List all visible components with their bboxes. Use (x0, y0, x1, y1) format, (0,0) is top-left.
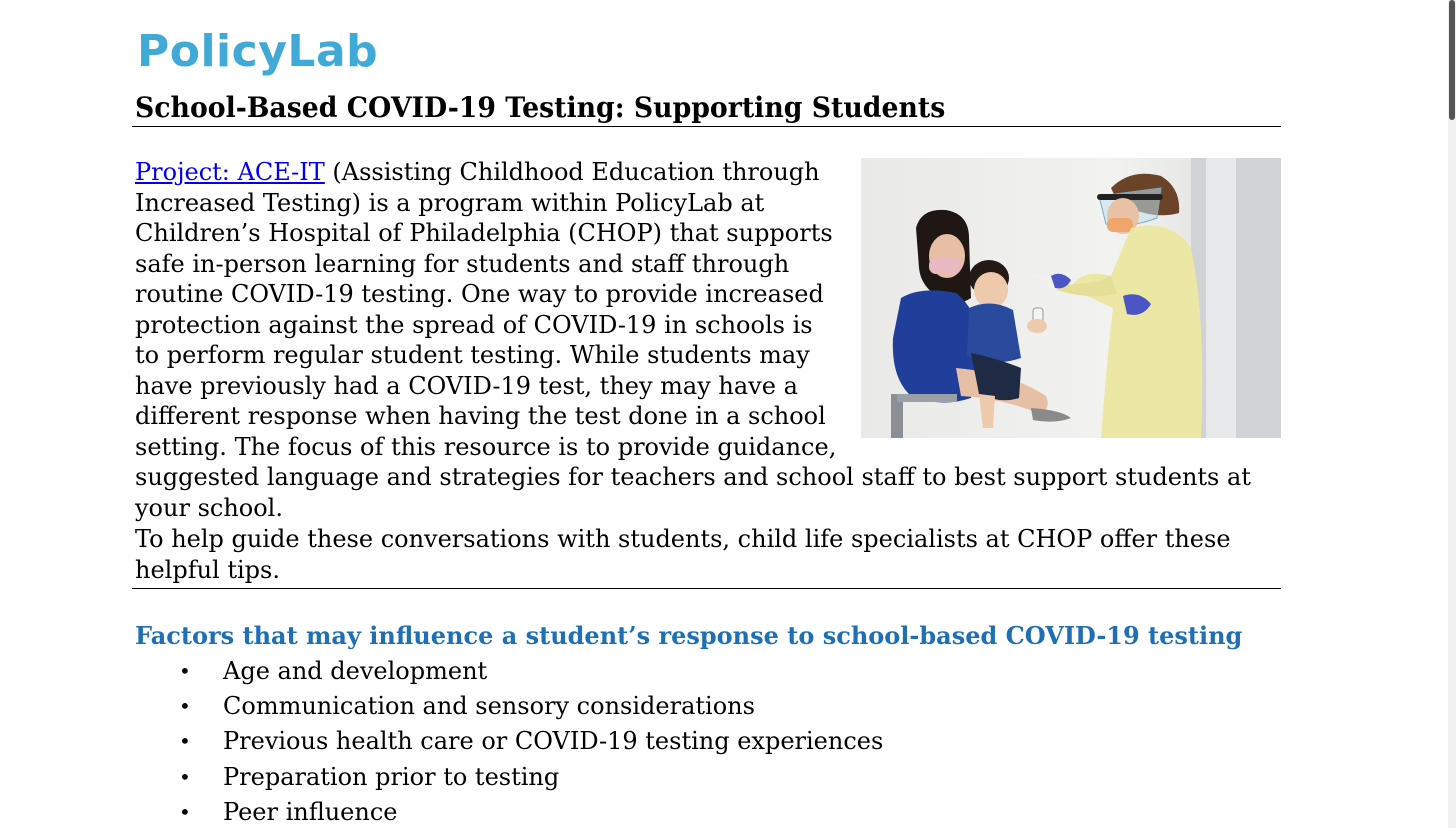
list-item (135, 795, 883, 828)
list-item (135, 724, 883, 759)
testing-photo (861, 158, 1281, 438)
vertical-scrollbar[interactable] (1448, 0, 1456, 828)
bullet-icon: • (179, 799, 191, 824)
page-title: School-Based COVID-19 Testing: Supporting Students (135, 91, 946, 124)
list-item-text: Communication and sensory considerations (223, 692, 755, 721)
bullet-icon: • (179, 659, 191, 683)
list-item-text: Preparation prior to testing (223, 762, 560, 791)
bullet-icon: • (179, 764, 191, 789)
factors-list (135, 654, 883, 828)
list-item (135, 654, 883, 689)
project-ace-it-link[interactable]: Project: ACE-IT (135, 158, 325, 186)
list-item (135, 689, 883, 724)
list-item-text: Age and development (223, 657, 488, 685)
bullet-icon: • (179, 729, 191, 754)
tips-paragraph: To help guide these conversations with students, child life specialists at CHOP offer these helpful tips. (135, 525, 1231, 584)
intro-paragraph (135, 157, 1281, 523)
factors-heading: Factors that may influence a student’s response to school-based COVID-19 testing (135, 621, 1243, 650)
policylab-logo: PolicyLab (137, 26, 379, 77)
list-item-text: Previous health care or COVID-19 testing experiences (223, 727, 884, 756)
title-divider (132, 126, 1281, 127)
intro-text: (Assisting Childhood Education through Increased Testing) is a program within PolicyLab at Children’s Hospital of Philadelphia (CHOP) that supports safe in-person learning for students and staff through routine COVID-19 testing. One way to provide increased protection against the spread of COVID-19 in schools is to perform regular student testing. While students may have previously had a COVID-19 test, they may have a different response when having the test done in a school setting. The focus of this resource is to provide guidance, suggested language and strategies for teachers and school staff to best support students at your school. (135, 158, 1251, 522)
list-item-text: Peer influence (223, 797, 398, 826)
list-item (135, 760, 883, 795)
section-divider (132, 588, 1281, 589)
scrollbar-thumb[interactable] (1449, 0, 1455, 120)
bullet-icon: • (179, 694, 191, 719)
